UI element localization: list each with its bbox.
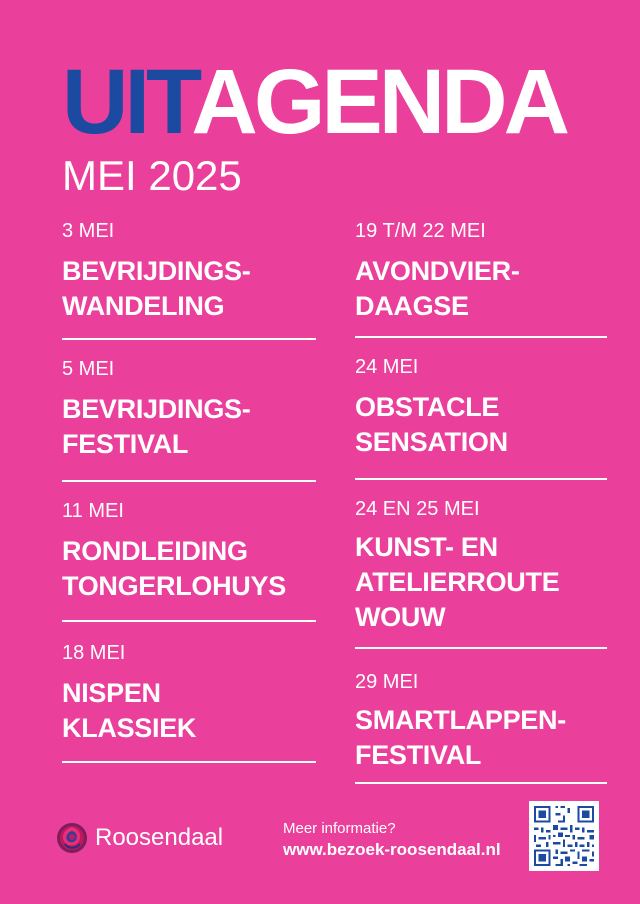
event-item: [62, 210, 316, 340]
event-date: 5 MEI: [62, 358, 115, 380]
event-item: [62, 340, 316, 482]
title-uit: UIT: [62, 51, 192, 153]
event-name: RONDLEIDING TONGERLOHUYS: [62, 536, 286, 601]
page-subtitle: MEI 2025: [62, 152, 242, 199]
event-name: BEVRIJDINGS- WANDELING: [62, 256, 251, 321]
event-name: SMARTLAPPEN- FESTIVAL: [355, 705, 566, 770]
event-name: OBSTACLE SENSATION: [355, 392, 508, 457]
event-name: AVONDVIER- DAAGSE: [355, 256, 520, 321]
event-item: [355, 649, 607, 784]
info-label: Meer informatie?: [283, 820, 396, 837]
event-name: KUNST- EN ATELIERROUTE WOUW: [355, 532, 560, 632]
rose-logo-icon: [55, 821, 89, 855]
qr-code-icon[interactable]: [529, 801, 599, 871]
title-agenda: AGENDA: [191, 51, 567, 153]
brand-name: Roosendaal: [95, 824, 224, 851]
roosendaal-logo: [55, 820, 223, 856]
event-item: [62, 482, 316, 622]
page-title: [62, 51, 567, 153]
event-date: 24 MEI: [355, 356, 419, 378]
event-date: 18 MEI: [62, 642, 126, 664]
event-date: 29 MEI: [355, 671, 419, 693]
event-item: [62, 622, 316, 763]
event-name: BEVRIJDINGS- FESTIVAL: [62, 394, 251, 459]
event-date: 11 MEI: [62, 500, 124, 522]
event-item: [355, 480, 607, 649]
event-date: 19 T/M 22 MEI: [355, 220, 486, 242]
event-date: 24 EN 25 MEI: [355, 498, 480, 520]
event-item: [355, 210, 607, 338]
event-name: NISPEN KLASSIEK: [62, 678, 197, 743]
events-column-right: [355, 210, 607, 784]
info-url-link[interactable]: www.bezoek-roosendaal.nl: [283, 840, 501, 859]
events-column-left: [62, 210, 316, 763]
event-date: 3 MEI: [62, 220, 115, 242]
event-item: [355, 338, 607, 480]
